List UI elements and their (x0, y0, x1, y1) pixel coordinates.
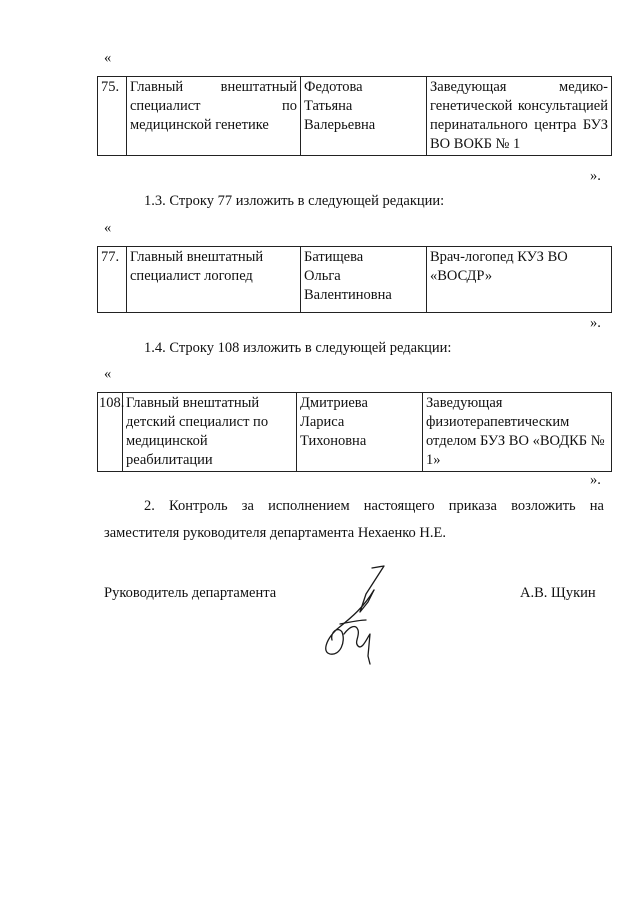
row-position: Главный внештатный детский специалист по медицинской реабилитации (123, 393, 297, 472)
paragraph-1-3: 1.3. Строку 77 изложить в следующей редакции: (144, 193, 445, 209)
paragraph-1-4: 1.4. Строку 108 изложить в следующей редакции: (144, 340, 452, 356)
signatory-title: Руководитель департамента (104, 585, 277, 601)
signatory-name: А.В. Щукин (520, 585, 596, 601)
row-workplace: Заведующая физиотерапевтическим отделом БУЗ ВО «ВОДКБ № 1» (423, 393, 612, 472)
row-name: Батищева Ольга Валентиновна (301, 247, 427, 313)
row-name: Федотова Татьяна Валерьевна (301, 77, 427, 156)
row-position: Главный внештатный специалист по медицинской генетике (127, 77, 301, 156)
row-workplace: Заведующая медико-генетической консультацией перинатального центра БУЗ ВО ВОКБ № 1 (427, 77, 612, 156)
close-quote: ». (590, 168, 601, 184)
row-workplace: Врач-логопед КУЗ ВО «ВОСДР» (427, 247, 612, 313)
row-number: 77. (98, 247, 127, 313)
table-row-108 (97, 392, 612, 472)
close-quote: ». (590, 472, 601, 488)
paragraph-2-line2: заместителя руководителя департамента Нехаенко Н.Е. (104, 525, 446, 541)
open-quote: « (104, 50, 112, 66)
open-quote: « (104, 220, 112, 236)
row-number: 75. (98, 77, 127, 156)
close-quote: ». (590, 315, 601, 331)
table-row-77 (97, 246, 612, 313)
open-quote: « (104, 366, 112, 382)
handwritten-signature (310, 560, 400, 670)
row-name: Дмитриева Лариса Тихоновна (297, 393, 423, 472)
paragraph-2-line1: 2. Контроль за исполнением настоящего приказа возложить на (144, 498, 604, 514)
table-row-75 (97, 76, 612, 156)
row-position: Главный внештатный специалист логопед (127, 247, 301, 313)
row-number: 108. (98, 393, 123, 472)
